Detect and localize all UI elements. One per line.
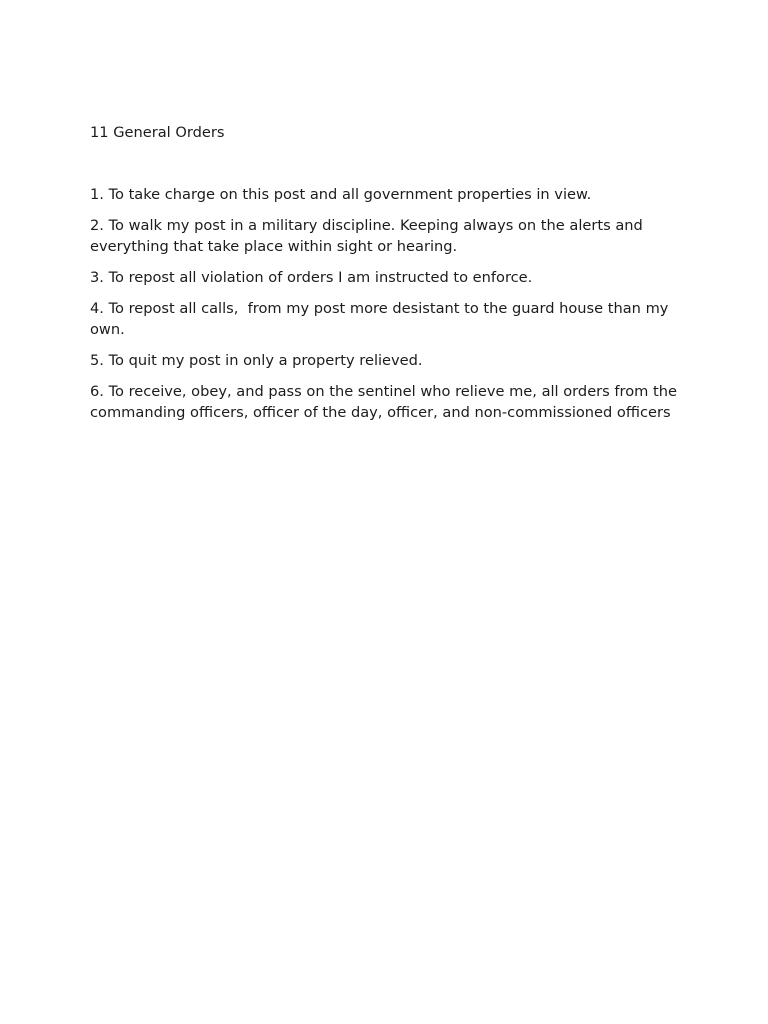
general-order-2: 2. To walk my post in a military discipline. Keeping always on the alerts and everything that take place within sight or hearing.: [90, 217, 648, 255]
general-order-5: 5. To quit my post in only a property relieved.: [90, 352, 423, 369]
general-order-4: 4. To repost all calls, from my post more desistant to the guard house than my own.: [90, 300, 674, 338]
general-order-1: 1. To take charge on this post and all government properties in view.: [90, 186, 592, 203]
general-order-6: 6. To receive, obey, and pass on the sentinel who relieve me, all orders from the commanding officers, officer of the day, officer, and non-commissioned officers: [90, 383, 682, 421]
general-order-3: 3. To repost all violation of orders I am instructed to enforce.: [90, 269, 533, 286]
general-orders-list: [90, 184, 680, 423]
document-title: 11 General Orders: [90, 124, 225, 141]
document-body: [90, 122, 680, 433]
